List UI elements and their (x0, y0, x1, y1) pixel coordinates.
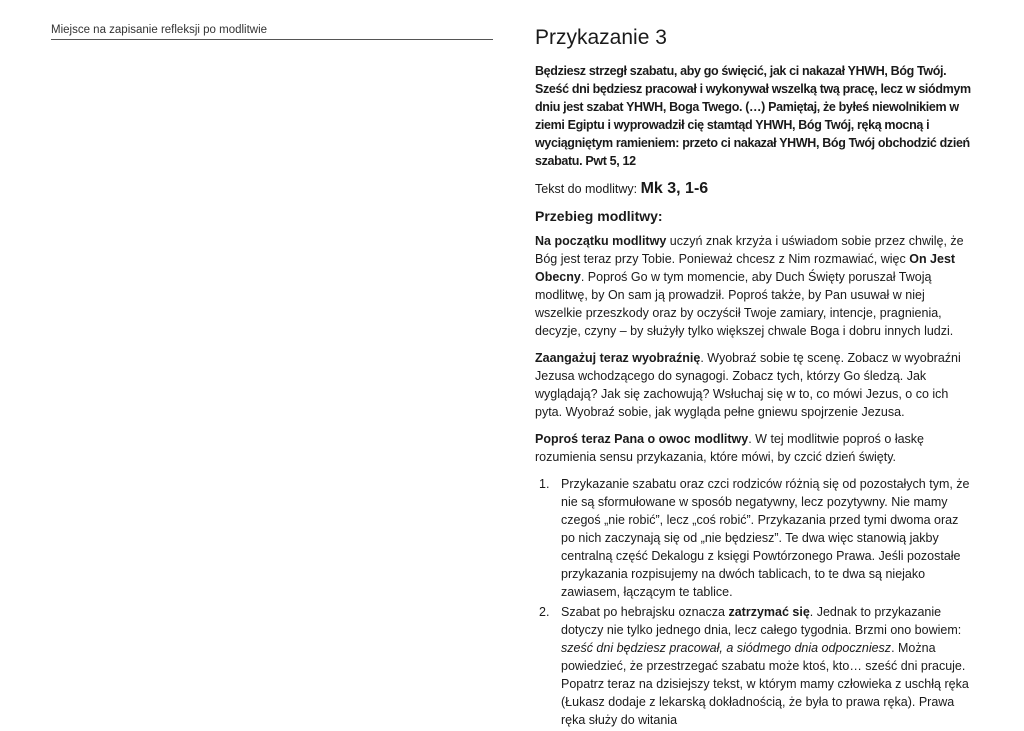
prayer-text-label: Tekst do modlitwy: (535, 182, 641, 196)
list-item-number: 1. (539, 477, 550, 491)
page-title: Przykazanie 3 (535, 26, 667, 49)
para2-text: . Wyobraź sobie tę scenę. Zobacz w wyobraźni Jezusa wchodzącego do synagogi. Zobacz tych, którzy Go śledzą. Jak wyglądają? Jak się zachowują? Wsłuchaj się w to, co mówi Jezus, o co ich pyta. Wyobraź sobie, jak wygląda pełne gniewu spojrzenie Jezusa. (535, 351, 961, 419)
item2-text-end: . Można powiedzieć, że przestrzegać szabatu może ktoś, kto… sześć dni pracuje. Popatrz teraz na dzisiejszy tekst, w którym mamy człowieka z uschłą ręka (Łukasz dodaje z lekarską dokładnością, że była to prawa ręka). Prawa ręka służy do witania (561, 641, 969, 727)
para3-text: . W tej modlitwie poproś o łaskę rozumienia sensu przykazania, które mówi, by czcić dzień święty. (535, 432, 924, 464)
prayer-text-line (535, 180, 975, 198)
prayer-text-reference: Mk 3, 1-6 (640, 180, 709, 197)
item2-text-start: Szabat po hebrajsku oznacza (561, 605, 729, 619)
scripture-quote: Będziesz strzegł szabatu, aby go święcić, jak ci nakazał YHWH, Bóg Twój. Sześć dni będziesz pracował i wykonywał wszelką twą pracę, lecz w siódmym dniu jest szabat YHWH, Boga Twego. (…) Pamiętaj, że byłeś niewolnikiem w ziemi Egiptu i wyprowadził cię stamtąd YHWH, Bóg Twój, ręką mocną i wyciągniętym ramieniem: przeto ci nakazał YHWH, Bóg Twój obchodzić dzień szabatu. Pwt 5, 12 (535, 64, 971, 168)
reflection-label: Miejsce na zapisanie refleksji po modlitwie (51, 24, 493, 40)
para1-bold-start: Na początku modlitwy (535, 234, 667, 248)
item2-bold: zatrzymać się (728, 605, 810, 619)
para3-bold: Poproś teraz Pana o owoc modlitwy (535, 432, 749, 446)
section-heading: Przebieg modlitwy: (535, 208, 663, 224)
list-item-number: 2. (539, 605, 550, 619)
list-item (535, 603, 975, 729)
paragraph-beginning (535, 232, 975, 340)
para1-text-end: . Poproś Go w tym momencie, aby Duch Święty poruszał Twoją modlitwę, by On sam ją prowadził. Poproś także, by Pan usuwał w niej wszelkie przeszkody oraz by oczyścił Twoje zamiary, intencje, pragnienia, decyzje, czyny – by służyły tylko większej chwale Boga i dobru innych ludzi. (535, 270, 954, 338)
reflection-column (51, 24, 493, 40)
para2-bold: Zaangażuj teraz wyobraźnię (535, 351, 701, 365)
list-item-text: Przykazanie szabatu oraz czci rodziców różnią się od pozostałych tym, że nie są sformułowane w sposób negatywny, lecz pozytywny. Nie mamy czegoś „nie robić”, lecz „coś robić”. Przykazania przed tymi dwoma oraz po nich zaczynają się od „nie będziesz”. Te dwa więc stanowią jakby centralną część Dekalogu z księgi Powtórzonego Prawa. Jeśli pozostałe przykazania rozpisujemy na dwóch tablicach, to te dwa są niejako zawiasem, łączącym te tablice. (561, 477, 970, 599)
paragraph-petition (535, 430, 975, 466)
reflection-points-list (535, 475, 975, 729)
paragraph-imagination (535, 349, 975, 421)
meditation-column (535, 26, 975, 731)
item2-text-middle: . Jednak to przykazanie dotyczy nie tylko jednego dnia, lecz całego tygodnia. Brzmi ono bowiem: (561, 605, 962, 637)
list-item (535, 475, 975, 601)
para1-bold-presence: On Jest Obecny (535, 252, 956, 284)
para1-text-start: uczyń znak krzyża i uświadom sobie przez chwilę, że Bóg jest teraz przy Tobie. Ponieważ chcesz z Nim rozmawiać, więc (535, 234, 964, 266)
item2-italic: sześć dni będziesz pracował, a siódmego dnia odpoczniesz (561, 641, 892, 655)
